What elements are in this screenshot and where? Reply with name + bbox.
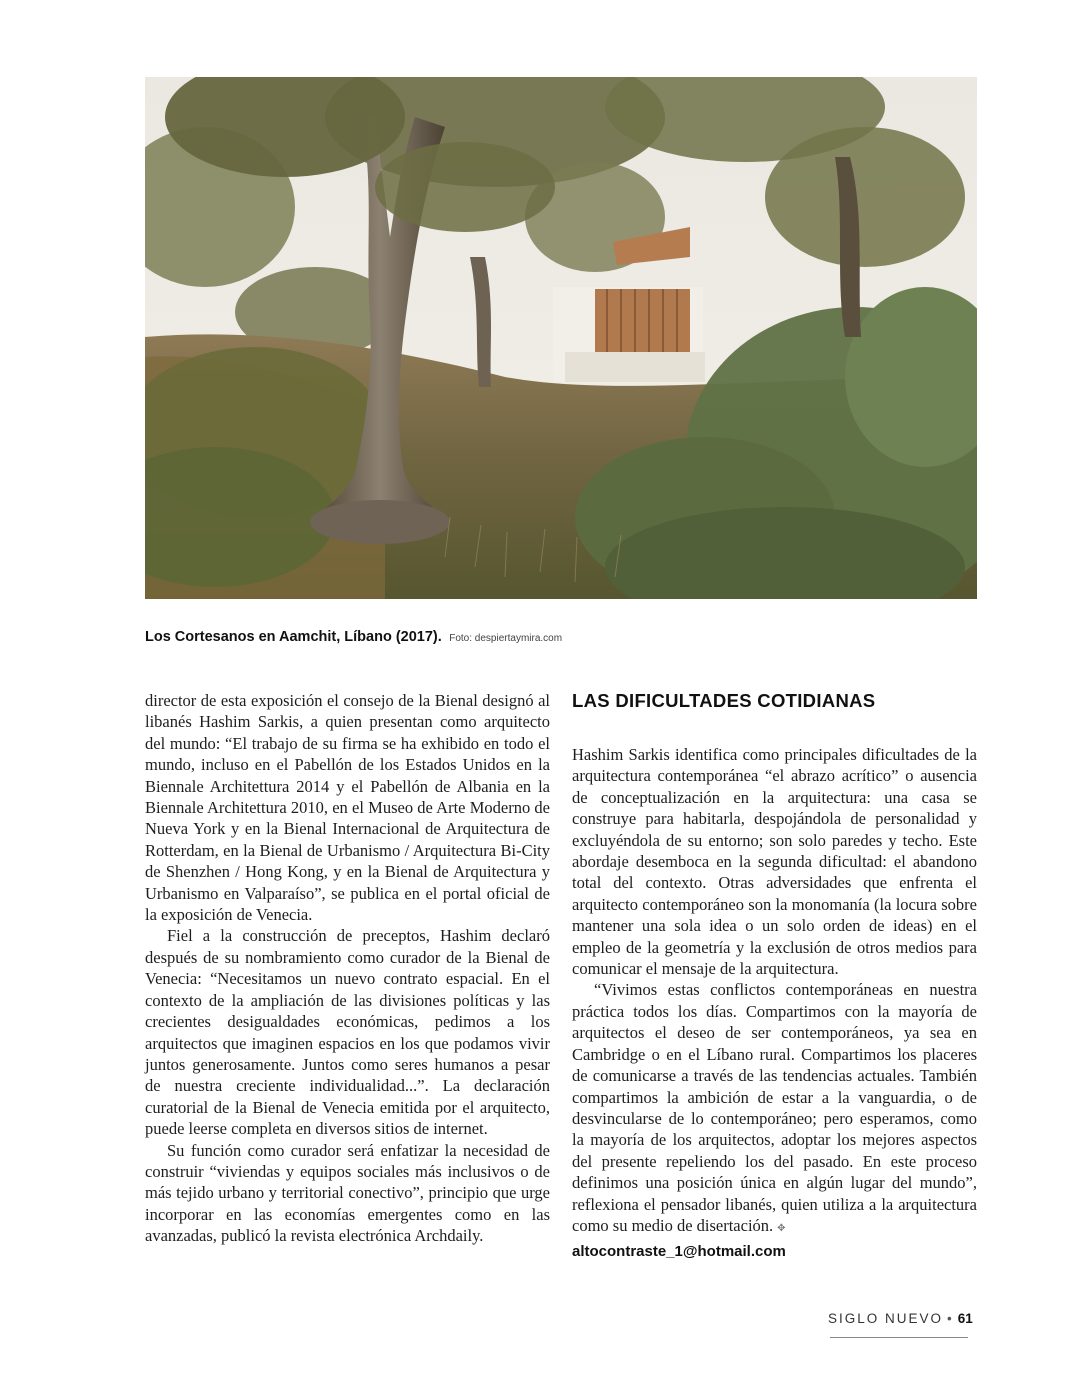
olive-grove-illustration <box>145 77 977 599</box>
body-paragraph <box>572 979 977 1239</box>
photo-credit: Foto: despiertaymira.com <box>449 633 563 644</box>
photo-caption <box>145 628 977 646</box>
footer-rule <box>830 1337 968 1338</box>
caption-title: Los Cortesanos en Aamchit, Líbano (2017). <box>145 629 442 645</box>
page-number: 61 <box>957 1311 973 1326</box>
closing-paragraph-text: “Vivimos estas conflictos contemporáneas en nuestra práctica todos los días. Compartimos con la mayoría de arquitectos el deseo de ser contemporáneos, ya sea en Cambridge o en el Líbano rural. Compartimos los placeres de comunicarse a través de las tendencias actuales. También compartimos la ambición de estar a la vanguardia, o de desvincularse de lo contemporáneo; pero esperamos, como la mayoría de los arquitectos, adoptar los mejores aspectos del presente repeliendo los del pasado. En este proceso definimos una posición única en algún lugar del mundo”, reflexiona el pensador libanés, quien utiliza a la arquitectura como su medio de disertación. <box>572 980 977 1235</box>
section-heading: LAS DIFICULTADES COTIDIANAS <box>572 690 876 711</box>
body-paragraph: Su función como curador será enfatizar la necesidad de construir “viviendas y equipos sociales más inclusivos o de más tejido urbano y territorial conectivo”, principio que urge incorporar en las economías emergentes como en las avanzadas, publicó la revista electrónica Archdaily. <box>145 1140 550 1246</box>
footer-separator: • <box>947 1311 954 1326</box>
article-photo <box>145 77 977 599</box>
page-footer <box>828 1311 973 1326</box>
author-email: altocontraste_1@hotmail.com <box>572 1243 786 1261</box>
body-paragraph: Fiel a la construcción de preceptos, Hashim declaró después de su nombramiento como curador de la Bienal de Venecia: “Necesitamos un nuevo contrato espacial. En el contexto de la ampliación de las divisiones políticas y las crecientes desigualdades económicas, pedimos a los arquitectos que imaginen espacios en los que podamos vivir juntos generosamente. Juntos como seres humanos a pesar de nuestra creciente individualidad...”. La declaración curatorial de la Bienal de Venecia emitida por el arquitecto, puede leerse completa en diversos sitios de internet. <box>145 926 550 1139</box>
body-paragraph: director de esta exposición el consejo de la Bienal designó al libanés Hashim Sarkis, a quien presentan como arquitecto del mundo: “El trabajo de su firma se ha exhibido en todo el mundo, incluso en el Pabellón de los Estados Unidos en la Biennale Architettura 2014 y el Pabellón de Albania en la Biennale Architettura 2010, en el Museo de Arte Moderno de Nueva York y en la Bienal Internacional de Arquitectura de Rotterdam, en la Bienal de Urbanismo / Arquitectura Bi-City de Shenzhen / Hong Kong, y en la Bienal de Arquitectura y Urbanismo en Valparaíso”, se publica en el portal oficial de la exposición de Venecia. <box>145 691 550 925</box>
article-right-column <box>572 690 977 1263</box>
body-paragraph: Hashim Sarkis identifica como principales dificultades de la arquitectura contemporánea “el abrazo acrítico” o ausencia de conceptualización en la arquitectura: una casa se construye para habitarla, despojándola de personalidad y excluyéndola de su entorno; son solo paredes y techo. Este abordaje desemboca en la segunda dificultad: el abandono total del contexto. Otras adversidades que enfrenta el arquitecto contemporáneo son la monomanía (la locura sobre mantener una sola idea o un solo orden de ideas) en el empleo de la geometría y la exclusión de otros medios para comunicar el mensaje de la arquitectura. <box>572 745 977 979</box>
end-mark-icon: ✥ <box>777 1222 786 1234</box>
article-left-column <box>145 690 550 1247</box>
magazine-name: SIGLO NUEVO <box>828 1311 944 1326</box>
